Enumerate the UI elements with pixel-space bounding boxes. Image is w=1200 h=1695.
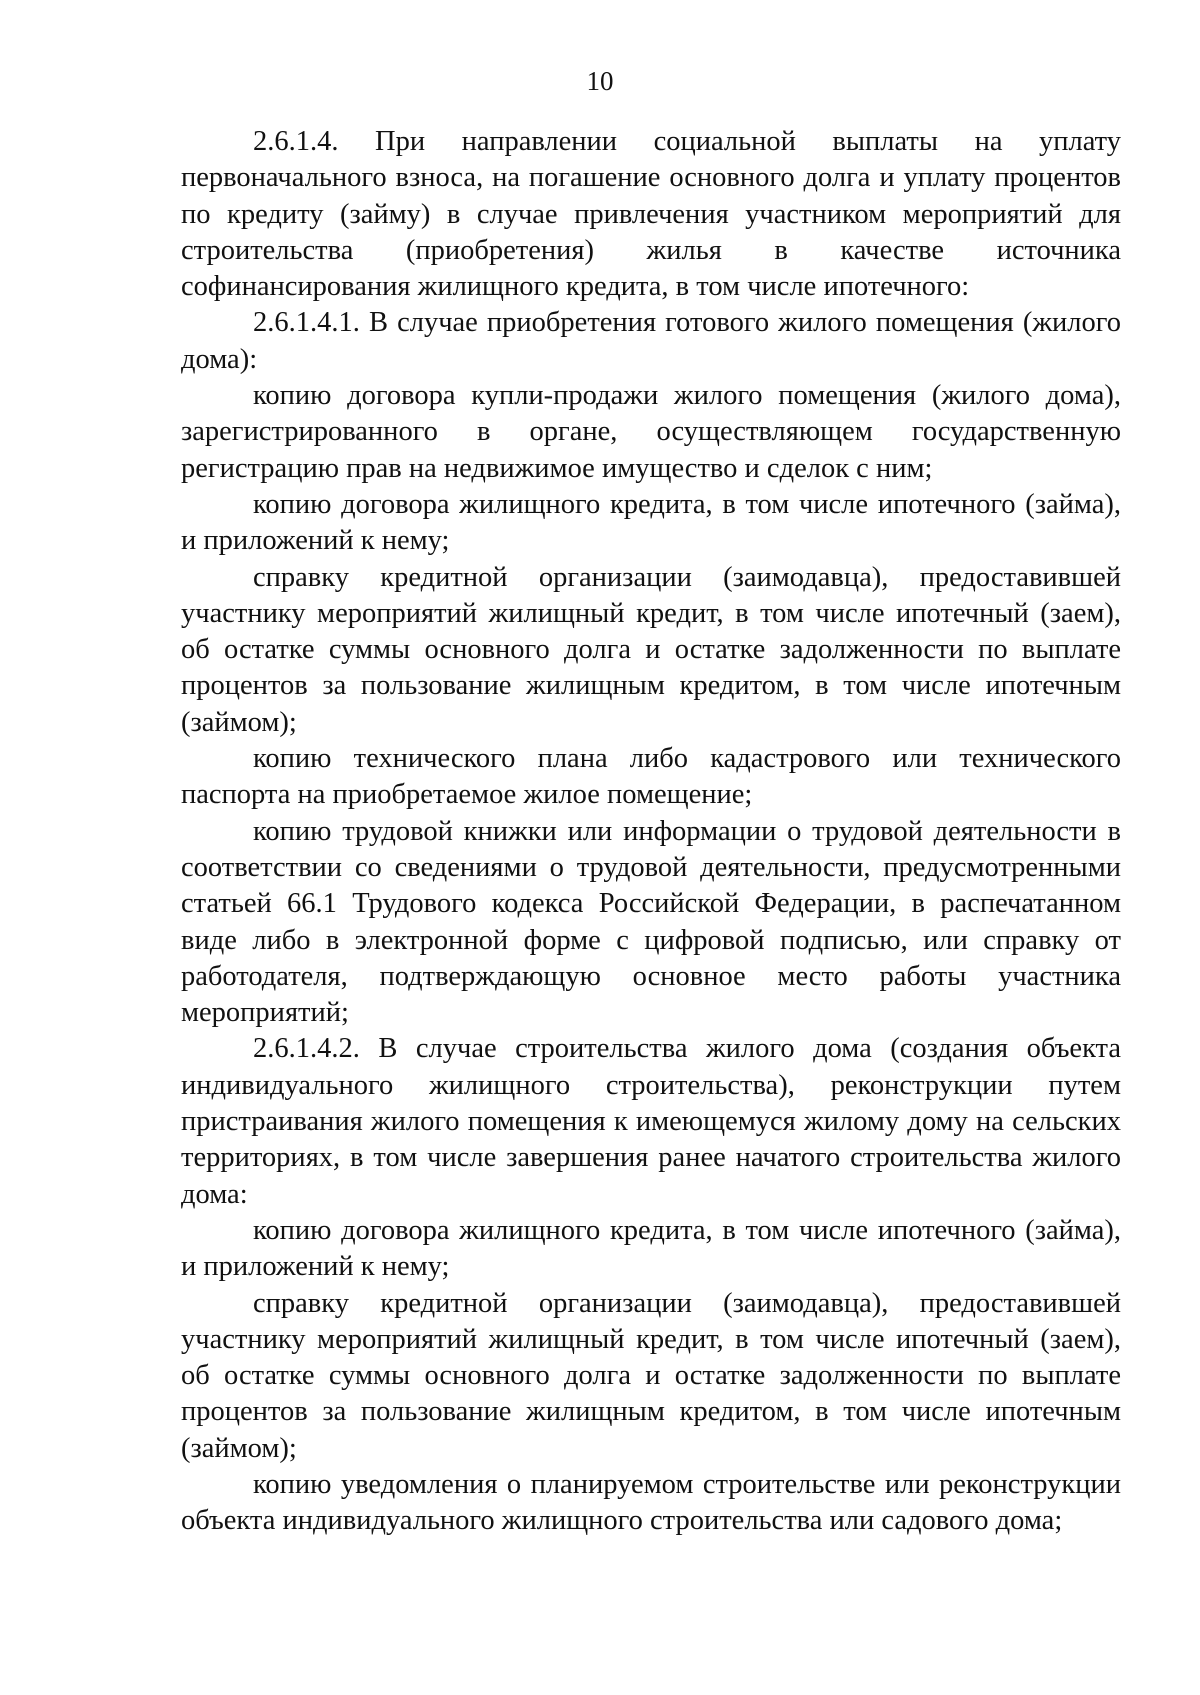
paragraph-construction-notice-copy: копию уведомления о планируемом строительстве или реконструкции объекта индивидуального жилищного строительства или садового дома; bbox=[181, 1468, 1121, 1537]
paragraph-credit-contract-copy-2: копию договора жилищного кредита, в том числе ипотечного (займа), и приложений к нему; bbox=[181, 1214, 1121, 1283]
paragraph-credit-contract-copy: копию договора жилищного кредита, в том числе ипотечного (займа), и приложений к нему; bbox=[181, 488, 1121, 557]
paragraph-2-6-1-4: 2.6.1.4. При направлении социальной выплаты на уплату первоначального взноса, на погашение основного долга и уплату процентов по кредиту (займу) в случае привлечения участником мероприятий для строительства (приобретения) жилья в качестве источника софинансирования жилищного кредита, в том числе ипотечного: bbox=[181, 126, 1121, 303]
paragraph-2-6-1-4-2: 2.6.1.4.2. В случае строительства жилого дома (создания объекта индивидуального жилищного строительства), реконструкции путем пристраивания жилого помещения к имеющемуся жилому дому на сельских территориях, в том числе завершения ранее начатого строительства жилого дома: bbox=[181, 1033, 1121, 1210]
page-number: 10 bbox=[586, 66, 614, 96]
paragraph-lender-certificate: справку кредитной организации (заимодавца), предоставившей участнику мероприятий жилищный кредит, в том числе ипотечный (заем), об остатке суммы основного долга и остатке задолженности по выплате процентов за пользование жилищным кредитом, в том числе ипотечным (займом); bbox=[181, 561, 1121, 738]
paragraph-lender-certificate-2: справку кредитной организации (заимодавца), предоставившей участнику мероприятий жилищный кредит, в том числе ипотечный (заем), об остатке суммы основного долга и остатке задолженности по выплате процентов за пользование жилищным кредитом, в том числе ипотечным (займом); bbox=[181, 1287, 1121, 1464]
paragraph-technical-plan-copy: копию технического плана либо кадастрового или технического паспорта на приобретаемое жилое помещение; bbox=[181, 743, 1121, 811]
paragraph-purchase-contract-copy: копию договора купли-продажи жилого помещения (жилого дома), зарегистрированного в органе, осуществляющем государственную регистрацию прав на недвижимое имущество и сделок с ним; bbox=[181, 380, 1121, 484]
paragraph-2-6-1-4-1: 2.6.1.4.1. В случае приобретения готового жилого помещения (жилого дома): bbox=[181, 307, 1121, 375]
document-body bbox=[181, 124, 1121, 1540]
paragraph-employment-record-copy: копию трудовой книжки или информации о трудовой деятельности в соответствии со сведениями о трудовой деятельности, предусмотренными статьей 66.1 Трудового кодекса Российской Федерации, в распечатанном виде либо в электронной форме с цифровой подписью, или справку от работодателя, подтверждающую основное место работы участника мероприятий; bbox=[181, 815, 1121, 1029]
